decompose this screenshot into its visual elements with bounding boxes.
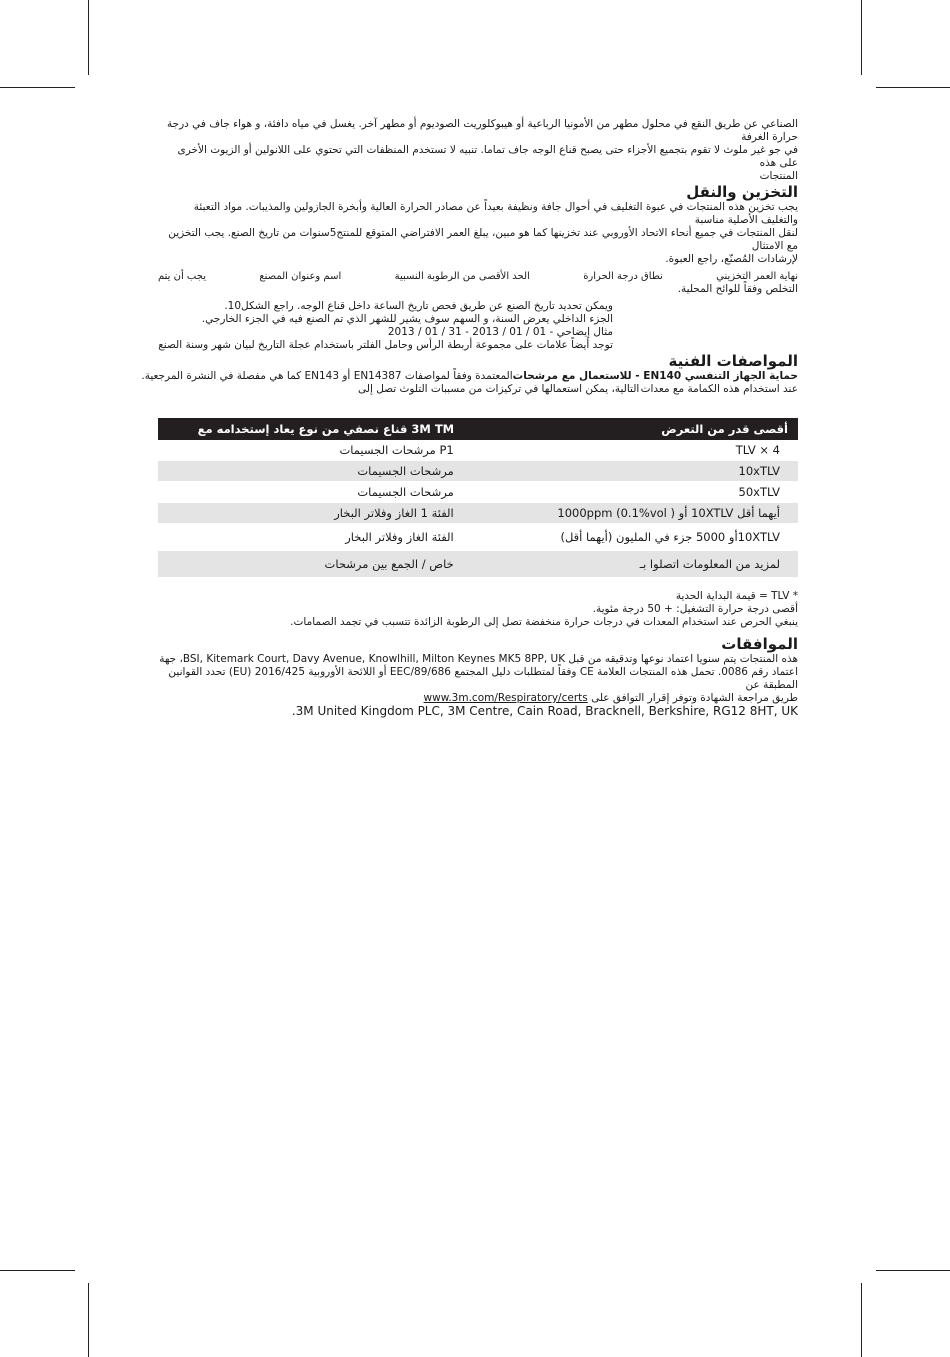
crop-mark-top-right-horizontal xyxy=(876,87,950,88)
storage-line-8: توجد أيضاً علامات على مجموعة أربطة الرأس وحامل الفلتر باستخدام عجلة التاريخ لبيان شهر وسنة الصنع xyxy=(158,339,613,351)
table-row xyxy=(158,551,798,578)
table-cell: خاص / الجمع بين مرشحات xyxy=(158,551,494,578)
certs-link[interactable]: www.3m.com/Respiratory/certs xyxy=(423,692,588,704)
note-tlv: * TLV = قيمة البداية الحدية xyxy=(675,590,798,602)
specs-heading: المواصفات الفنية xyxy=(668,352,798,370)
table-cell: مرشحات الجسيمات xyxy=(158,461,494,482)
approvals-line-2: اعتماد رقم 0086. تحمل هذه المنتجات العلامة CE وفقاً لمتطلبات دليل المجتمع EEC/89/686 أو اللائحة الأوروبية 2016/425 (EU) تحدد القوانين المطبقة عن xyxy=(168,666,798,691)
specs-line-1 xyxy=(141,370,798,383)
crop-mark-bottom-left-vertical xyxy=(88,1283,89,1357)
approvals-section xyxy=(158,635,798,718)
intro-line-3: المنتجات xyxy=(759,170,798,182)
approvals-address: 3M United Kingdom PLC, 3M Centre, Cain Road, Bracknell, Berkshire, RG12 8HT, UK. xyxy=(291,704,798,718)
intro-line-2: في جو غير ملوث لا تقوم بتجميع الأجزاء حتى يصبح قناع الوجه جاف تماما. تنبيه لا تستخدم المنظفات التي تحتوي على اللانولين أو الزيوت الأخرى على هذه xyxy=(177,144,798,169)
intro-line-1: الصناعي عن طريق النقع في محلول مطهر من الأمونيا الرباعية أو هيبوكلوريت الصوديوم أو مطهر آخر. يغسل في مياه دافئة، و هواء جاف في درجة حرارة الغرفة xyxy=(166,118,798,143)
specs-line-2 xyxy=(158,383,798,396)
table-row xyxy=(158,440,798,461)
storage-line-6: الجزء الداخلي يعرض السنة، و السهم سوف يشير للشهر الذي تم الصنع فيه في الجزء الخارجي. xyxy=(201,313,613,325)
label-temperature-range: نطاق درجة الحرارة xyxy=(583,271,663,282)
storage-line-3: لإرشادات المُصنّع، راجع العبوة. xyxy=(665,253,798,265)
crop-mark-top-right-vertical xyxy=(861,0,862,75)
cleaning-continuation xyxy=(158,118,798,183)
specs-line-1-part-b: المعتمدة وفقاً لمواصفات EN14387 أو EN143 كما هي مفصلة في النشرة المرجعية. xyxy=(141,370,513,382)
note-max-temp: أقصى درجة حرارة التشغيل: + 50 درجة مئوية. xyxy=(592,603,798,615)
table-cell: 50xTLV xyxy=(494,482,798,503)
crop-mark-bottom-left-horizontal xyxy=(0,1270,75,1271)
symbol-labels-row xyxy=(158,270,798,283)
exposure-limits-table xyxy=(158,418,798,578)
storage-line-7: مثال إيضاحي - 01 / 01 / 2013 - 31 / 01 / 2013 xyxy=(387,326,613,338)
crop-mark-top-left-horizontal xyxy=(0,87,75,88)
label-manufacturer: اسم وعنوان المصنع xyxy=(259,271,342,282)
approvals-heading: الموافقات xyxy=(721,635,798,653)
table-cell: TLV × 4 xyxy=(494,440,798,461)
table-cell: الفئة 1 الغاز وفلاتر البخار xyxy=(158,503,494,524)
note-low-temp: ينبغي الحرص عند استخدام المعدات في درجات حرارة منخفضة تصل إلى الرطوبة الزائدة تتسبب في تجمد الصمامات. xyxy=(290,616,798,628)
storage-heading: التخزين والنقل xyxy=(686,183,798,201)
label-disposal: يجب أن يتم xyxy=(158,271,206,282)
specs-line-1-part-a: حماية الجهاز التنفسي EN140 - للاستعمال مع مرشحات xyxy=(512,370,798,382)
label-max-humidity: الحد الأقصى من الرطوبة النسبية xyxy=(394,271,530,282)
table-cell: الفئة الغاز وفلاتر البخار xyxy=(158,524,494,551)
table-row xyxy=(158,524,798,551)
storage-line-5: ويمكن تحديد تاريخ الصنع عن طريق فحص تاريخ الساعة داخل قناع الوجه. راجع الشكل10. xyxy=(224,300,613,312)
table-row xyxy=(158,461,798,482)
notes-section xyxy=(158,590,798,629)
table-cell: 10XTLVأو 5000 جزء في المليون (أيهما أقل) xyxy=(494,524,798,551)
crop-mark-bottom-right-horizontal xyxy=(876,1270,950,1271)
approvals-line-1: هذه المنتجات يتم سنويا اعتماد نوعها وتدقيقه من قبل BSI, Kitemark Court, Davy Avenue, Knowlhill, Milton Keynes MK5 8PP, UK، جهة xyxy=(159,653,798,665)
storage-line-4: التخلص وفقاً للوائح المحلية. xyxy=(677,283,798,295)
specs-line-2-part-a: عند استخدام هذه الكمامة مع معدات xyxy=(640,383,798,395)
approvals-line-3-text: طريق مراجعة الشهادة وتوفر إقرار التوافق على xyxy=(591,692,798,704)
table-cell: P1 مرشحات الجسيمات xyxy=(158,440,494,461)
table-row xyxy=(158,503,798,524)
specs-section xyxy=(141,352,798,396)
storage-section xyxy=(158,183,798,352)
storage-line-1: يجب تخزين هذه المنتجات في عبوة التغليف في أحوال جافة ونظيفة بعيداً عن مصادر الحرارة العالية وأبخرة الجازولين والمذيبات. مواد التعبئة والتغليف الأصلية مناسبة xyxy=(193,201,798,226)
document-body xyxy=(141,118,798,718)
header-half-mask-with: 3M TM قناع نصفي من نوع يعاد إستخدامه مع xyxy=(158,418,494,440)
table-row xyxy=(158,482,798,503)
specs-line-2-part-b: التالية، يمكن استعمالها في تركيزات من مسببات التلوث تصل إلى xyxy=(358,383,640,395)
storage-line-2: لنقل المنتجات في جميع أنحاء الاتحاد الأوروبي عند تخزينها كما هو مبين، يبلغ العمر الافتراضي المتوقع للمنتج5سنوات من تاريخ الصنع. يجب التخزين مع الامتثال xyxy=(168,227,798,252)
table-cell: مرشحات الجسيمات xyxy=(158,482,494,503)
label-shelf-life: نهاية العمر التخزيني xyxy=(716,271,798,282)
table-cell: لمزيد من المعلومات اتصلوا بـ xyxy=(494,551,798,578)
crop-mark-bottom-right-vertical xyxy=(861,1283,862,1357)
table-header-row xyxy=(158,418,798,440)
header-max-exposure: أقصى قدر من التعرض xyxy=(494,418,798,440)
crop-mark-top-left-vertical xyxy=(88,0,89,75)
table-cell: 10xTLV xyxy=(494,461,798,482)
table-cell: أيهما أقل 10XTLV أو ( 1000ppm (0.1%vol xyxy=(494,503,798,524)
